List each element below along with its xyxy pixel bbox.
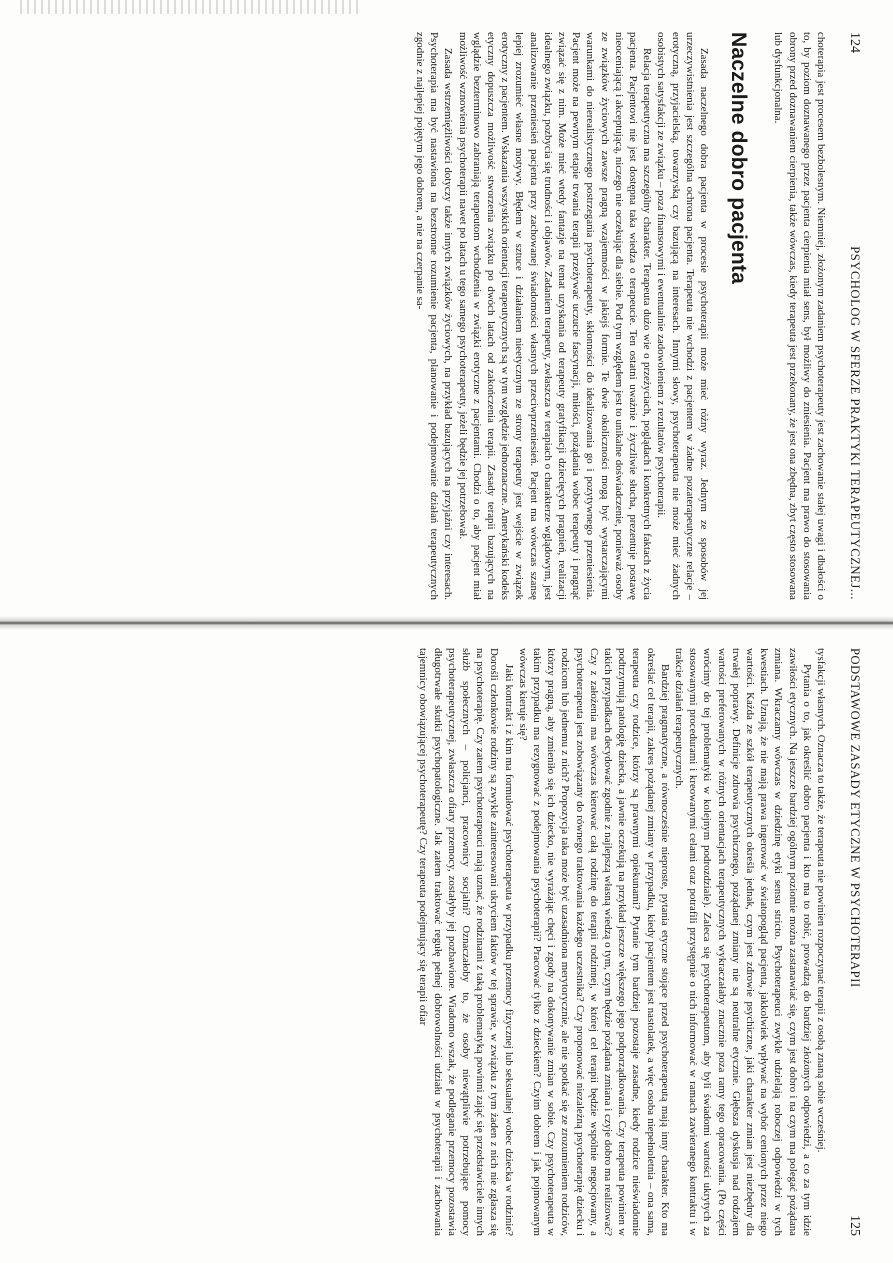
left-paragraph: Relacja terapeutyczna ma szczególny charakter. Terapeuta dużo wie o przeżyciach, poglądach i konkretnych faktach z życia pacjenta. Pacjentowi nie jest dostępna taka wiedza o terapeucie. Ten ostatni uważnie i życzliwie słucha, prezentuje postawę nieoceniającą i akceptującą, niczego nie oczekując dla siebie. Pod tym względem jest to unikalne doświadczenie, ponieważ osoby ze związków życiowych zawsze pragną wzajemności w jakiejś formie. Te dwie okoliczności mogą być wystarczającymi warunkami do nierealistycznego postrzegania psychoterapeuty, skłonności do idealizowania go i pozytywnego przeniesienia. Pacjent może na pewnym etapie trwania terapii przeżywać uczucie fascynacji, miłości, pożądania wobec terapeuty i pragnąć związać się z nim. Może mieć wtedy fantazje na temat uzyskania od terapeuty gratyfikacji dziecięcych pragnień, realizacji idealnego związku, pozbycia się trudności i objawów. Zadaniem terapeuty, zwłaszcza w terapiach o charakterze wglądowym, jest analizowanie przeniesień pacjenta przy zachowanej świadomości własnych przeciwprzeniesień. Pacjent ma wówczas szansę lepiej zrozumieć własne motywy. Błędem w sztuce i działaniem nieetycznym ze strony terapeuty jest wejście w związek erotyczny z pacjentem. Wskazania wszystkich orientacji terapeutycznych są w tym względzie jednoznaczne. Amerykański kodeks etyczny dopuszcza możliwość stworzenia związku po dwóch latach od zakończenia terapii. Zasady terapii bazujących na wglądzie bezterminowo zabraniają terapeutom wchodzenia w związki erotyczne z pacjentami. Chodzi o to, aby pacjent miał możliwość wznowienia psychoterapii nawet po latach u tego samego psychoterapeuty, jeżeli będzie jej potrzebował.	[456, 32, 654, 601]
right-paragraph: Jaki kontrakt i z kim ma formułować psychoterapeuta w przypadku przemocy fizycznej lub seksualnej wobec dziecka w rodzinie? Dorośli członkowie rodziny są zwykle zainteresowani ukryciem faktów w tej sprawie, w związku z tym żaden z nich nie zgłasza się na psychoterapię. Czy zatem psychoterapeuci mają uznać, że rodzinami z taką problematyką powinni zająć się przedstawiciele innych służb społecznych – policjanci, pracownicy socjalni? Oznaczałoby to, że osoby niewątpliwie potrzebujące pomocy psychoterapeutycznej, zwłaszcza ofiary przemocy, zostałyby jej pozbawione. Wiadomo wszak, że podleganie przemocy pozostawia długotrwałe skutki psychopatologiczne. Jak zatem traktować regułę pełnej dobrowolności udziału w psychoterapii i zachowania tajemnicy obowiązującej psychoterapeutę? Czy terapeuta podejmujący się terapii ofiar	[417, 648, 515, 1236]
scan-artifact	[20, 0, 360, 14]
right-paragraph: Bardziej pragmatyczne, a równocześnie nieproste, pytania etyczne stojące przed psychoterapeutą mają inny charakter. Kto ma określać cel terapii, zakres pożądanej zmiany w przypadku, kiedy pacjentem jest nastolatek, a więc osoba niepełnoletnia – ona sama, terapeuta czy rodzice, którzy są prawnymi opiekunami? Pytanie tym bardziej pozostaje zasadne, kiedy rodzice nieświadomie podtrzymują patologię dziecka, a jawnie oczekują na przykład jeszcze większego jego podporządkowania. Czy terapeuta powinien w takich przypadkach decydować zgodnie z najlepszą własną wiedzą o tym, czym będzie pożądana zmiana i czyje dobro ma realizować? Czy z założenia ma wówczas kierować całą rodzinę do terapii rodzinnej, w której cel terapii będzie wspólnie negocjowany, a psychoterapeuta jest zobowiązany do równego traktowania każdego uczestnika? Czy proponować niezależną psychoterapię dziecku i rodzicom lub jednemu z nich? Propozycja taka może być uzasadniona merytorycznie, ale nie spotkać się ze zrozumieniem rodziców, którzy pragną, aby zmieniło się ich dziecko, nie wyrażając chęci i zgody na dokonywanie zmian w sobie. Czy psychoterapeuta w takim przypadku ma rezygnować z podejmowania psychoterapii? Pracować tylko z dzieckiem? Czyim dobrem i jak pojmowanym wówczas kieruje się?	[516, 648, 671, 1236]
section-heading: Naczelne dobro pacjenta	[727, 32, 751, 284]
right-paragraph: Pytania o to, jak określić dobro pacjenta i kto ma to robić, prowadzą do bardziej złożonych odpowiedzi, a co za tym idzie zawiłości etycznych. Na jeszcze bardziej ogólnym poziomie można zastanawiać się, czym jest dobro i na czym ma polegać pożądana zmiana. Wkraczamy wówczas w dziedzinę etyki sensu stricto. Psychoterapeuci zwykle udzielają roboczej odpowiedzi w tych kwestiach. Uznają, że nie mają prawa ingerować w światopogląd pacjenta, jakkolwiek wpływać na wybór cenionych przez niego wartości. Każda ze szkół terapeutycznych określa jednak, czym jest zdrowie psychiczne, jaki charakter zmian jest niezbędny dla trwałej poprawy. Definicje zdrowia psychicznego, pożądanej zmiany nie są neutralne etycznie. Głębsza dyskusja nad rodzajem wartości preferowanych w różnych orientacjach terapeutycznych wykraczałaby znacznie poza ramy tego opracowania. (Po części wrócimy do tej problematyki w kolejnym podrozdziale). Zaleca się psychoterapeutom, aby byli świadomi wartości ukrytych za stosowanymi procedurami i kreowanymi celami oraz potrafili przystępnie o nich informować w ramach zawieranego kontraktu i w trakcie działań terapeutycznych.	[672, 648, 813, 1236]
right-page-body	[416, 648, 828, 1236]
right-paragraph: tysfakcji własnych. Oznacza to także, że terapeuta nie powinien rozpoczynać terapii z osobą znaną sobie wcześniej.	[815, 648, 827, 1153]
left-paragraph: Zasada wstrzemięźliwości dotyczy także innych związków życiowych, na przykład bazujących na przyjaźni czy interesach. Psychoterapia ma być nastawiona na bezstronne rozumienie pacjenta, planowanie i podejmowanie działań terapeutycznych zgodnie z najlepiej pojętym jego dobrem, a nie na czerpanie sa-	[413, 32, 455, 600]
left-page-body	[413, 32, 828, 600]
left-paragraph: Zasada naczelnego dobra pacjenta w procesie psychoterapii może mieć różny wyraz. Jednym ze sposobów jej urzeczywistnienia jest szczególna ochrona pacjenta. Terapeuta nie wchodzi z pacjentem w żadne pozaterapeutyczne relacje – erotyczną, przyjacielską, towarzyską czy bazującą na interesach. Innymi słowy, psychoterapeuta nie może mieć żadnych osobistych satysfakcji ze związku – poza finansowymi i ewentualnie zadowoleniem z rezultatów psychoterapii.	[655, 32, 710, 600]
right-running-head	[840, 648, 862, 1236]
left-running-head-title: PSYCHOLOG W SFERZE PRAKTYKI TERAPEUTYCZNEJ...	[848, 246, 862, 600]
left-running-head	[840, 32, 862, 600]
right-page-number: 125	[847, 1215, 862, 1236]
right-page	[22, 648, 862, 1236]
right-running-head-title: PODSTAWOWE ZASADY ETYCZNE W PSYCHOTERAPII	[848, 648, 862, 988]
left-page	[22, 32, 862, 600]
book-gutter	[0, 616, 893, 630]
left-page-number: 124	[847, 32, 862, 53]
left-intro-paragraph: choterapia jest procesem bezbolesnym. Niemniej, złożonym zadaniem psychoterapeuty jest zachowanie stałej uwagi i dbałości o to, by poziom doznawanego przez pacjenta cierpienia miał sens, był możliwy do zniesienia. Pacjent ma prawo do stosowania obrony przed doznawaniem cierpienia, także wówczas, kiedy terapeuta jest przekonany, że jest ona zbędna, zbyt często stosowana lub dysfunkcjonalna.	[772, 32, 827, 600]
